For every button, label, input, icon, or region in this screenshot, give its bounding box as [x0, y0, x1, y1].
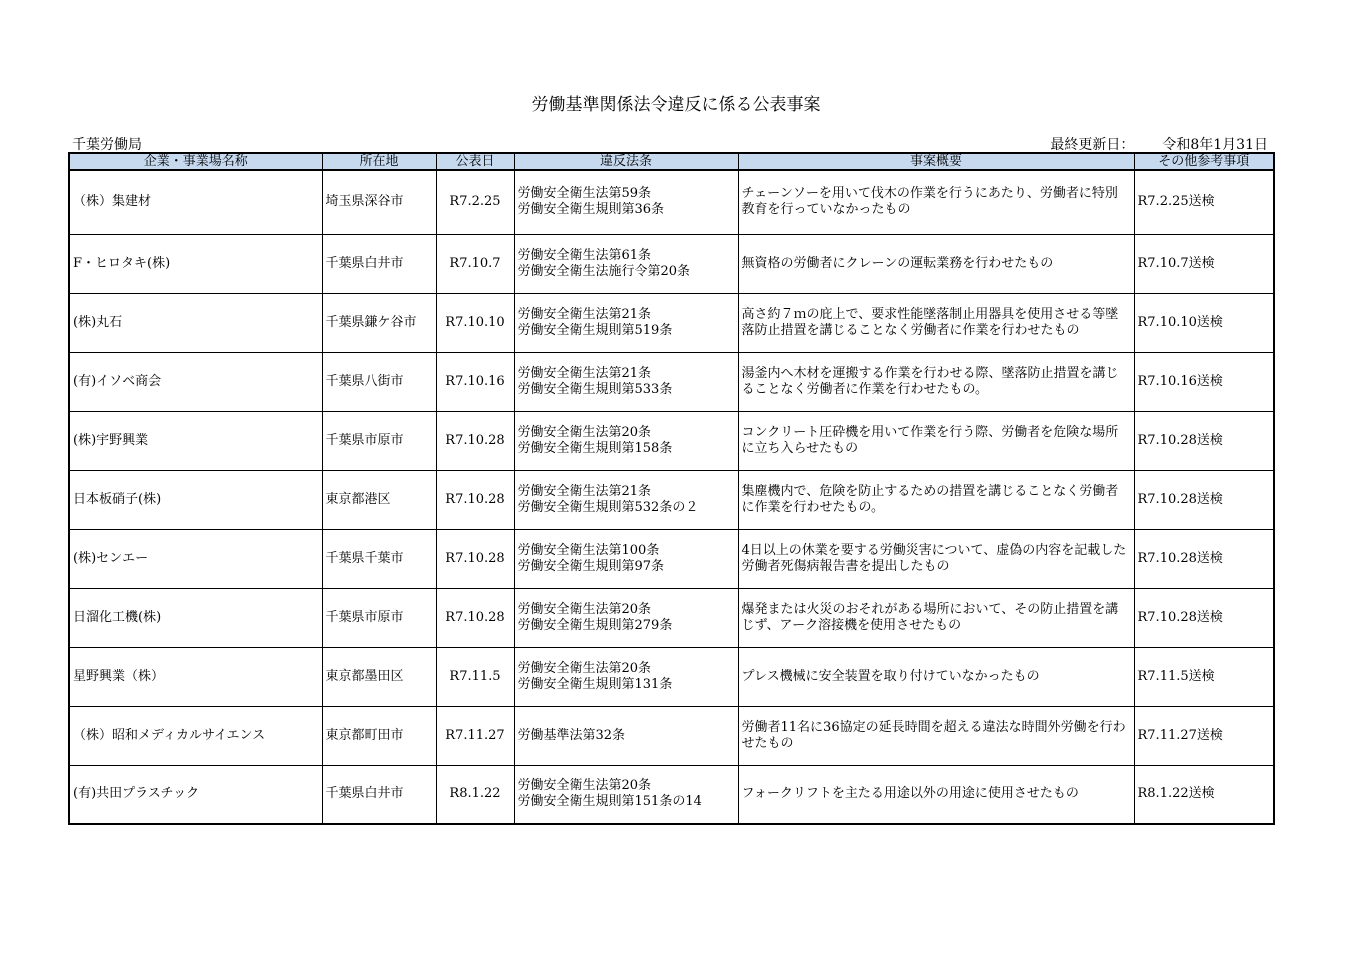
column-header-summary: 事案概要 — [738, 153, 1134, 170]
last-updated-date: 令和8年1月31日 — [1162, 137, 1268, 153]
law-cell — [514, 352, 738, 411]
location-cell: 埼玉県深谷市 — [322, 170, 436, 234]
law-line-2: 労働安全衛生規則第97条 — [517, 558, 665, 574]
last-updated-label: 最終更新日： — [1050, 137, 1135, 153]
law-line-1: 労働安全衛生法第61条 — [517, 247, 652, 263]
law-cell — [514, 470, 738, 529]
law-line-1: 労働安全衛生法第59条 — [517, 186, 652, 202]
location-cell: 東京都町田市 — [322, 706, 436, 765]
company-cell: F・ヒロタキ(株) — [69, 234, 322, 293]
reference-cell: R8.1.22送検 — [1134, 765, 1274, 824]
reference-cell: R7.10.28送検 — [1134, 588, 1274, 647]
table-header — [69, 153, 1274, 170]
table-row — [69, 293, 1274, 352]
summary-cell: コンクリート圧砕機を用いて作業を行う際、労働者を危険な場所に立ち入らせたもの — [738, 411, 1134, 470]
law-line-2: 労働安全衛生規則第519条 — [517, 322, 673, 338]
reference-cell: R7.10.16送検 — [1134, 352, 1274, 411]
company-cell: (有)共田プラスチック — [69, 765, 322, 824]
law-line-1: 労働安全衛生法第21条 — [517, 306, 652, 322]
law-line-2: 労働安全衛生法施行令第20条 — [517, 263, 691, 279]
law-line-2: 労働安全衛生規則第151条の14 — [517, 794, 702, 810]
page-title: 労働基準関係法令違反に係る公表事案 — [531, 95, 821, 115]
company-cell: （株）集建材 — [69, 170, 322, 234]
reference-cell: R7.11.5送検 — [1134, 647, 1274, 706]
company-cell: 日本板硝子(株) — [69, 470, 322, 529]
location-cell: 千葉県市原市 — [322, 588, 436, 647]
law-cell — [514, 706, 738, 765]
law-line-1: 労働安全衛生法第20条 — [517, 424, 652, 440]
publication-date-cell: R8.1.22 — [436, 765, 514, 824]
company-cell: (株)宇野興業 — [69, 411, 322, 470]
law-line-2: 労働安全衛生規則第532条の２ — [517, 499, 699, 515]
table-row — [69, 706, 1274, 765]
table-row — [69, 234, 1274, 293]
table-row — [69, 647, 1274, 706]
reference-cell: R7.10.28送検 — [1134, 529, 1274, 588]
summary-cell: 高さ約７ｍの庇上で、要求性能墜落制止用器具を使用させる等墜落防止措置を講じることなく労働者に作業を行わせたもの — [738, 293, 1134, 352]
law-cell — [514, 411, 738, 470]
location-cell: 千葉県鎌ケ谷市 — [322, 293, 436, 352]
publication-date-cell: R7.11.5 — [436, 647, 514, 706]
law-line-2: 労働安全衛生規則第36条 — [517, 202, 665, 218]
law-line-1: 労働安全衛生法第21条 — [517, 483, 652, 499]
summary-cell: 湯釜内へ木材を運搬する作業を行わせる際、墜落防止措置を講じることなく労働者に作業を行わせたもの。 — [738, 352, 1134, 411]
table-row — [69, 470, 1274, 529]
summary-cell: 集塵機内で、危険を防止するための措置を講じることなく労働者に作業を行わせたもの。 — [738, 470, 1134, 529]
reference-cell: R7.11.27送検 — [1134, 706, 1274, 765]
law-line-1: 労働安全衛生法第100条 — [517, 542, 660, 558]
location-cell: 千葉県市原市 — [322, 411, 436, 470]
location-cell: 千葉県白井市 — [322, 765, 436, 824]
summary-cell: 労働者11名に36協定の延長時間を超える違法な時間外労働を行わせたもの — [738, 706, 1134, 765]
column-header-date: 公表日 — [436, 153, 514, 170]
publication-date-cell: R7.10.10 — [436, 293, 514, 352]
law-line-1: 労働安全衛生法第20条 — [517, 601, 652, 617]
publication-date-cell: R7.10.16 — [436, 352, 514, 411]
publication-date-cell: R7.2.25 — [436, 170, 514, 234]
cases-table — [68, 152, 1275, 825]
publication-date-cell: R7.10.28 — [436, 470, 514, 529]
bureau-name: 千葉労働局 — [72, 137, 142, 153]
table-row — [69, 588, 1274, 647]
reference-cell: R7.10.10送検 — [1134, 293, 1274, 352]
column-header-location: 所在地 — [322, 153, 436, 170]
publication-date-cell: R7.10.28 — [436, 588, 514, 647]
law-cell — [514, 529, 738, 588]
company-cell: 星野興業（株） — [69, 647, 322, 706]
summary-cell: チェーンソーを用いて伐木の作業を行うにあたり、労働者に特別教育を行っていなかったもの — [738, 170, 1134, 234]
location-cell: 千葉県千葉市 — [322, 529, 436, 588]
publication-date-cell: R7.11.27 — [436, 706, 514, 765]
publication-date-cell: R7.10.28 — [436, 529, 514, 588]
table-row — [69, 765, 1274, 824]
law-line-2: 労働安全衛生規則第279条 — [517, 617, 673, 633]
summary-cell: 無資格の労働者にクレーンの運転業務を行わせたもの — [738, 234, 1134, 293]
law-line-2: 労働安全衛生規則第533条 — [517, 381, 673, 397]
summary-cell: 4日以上の休業を要する労働災害について、虚偽の内容を記載した労働者死傷病報告書を提出したもの — [738, 529, 1134, 588]
table-row — [69, 170, 1274, 234]
company-cell: (株)丸石 — [69, 293, 322, 352]
law-cell — [514, 293, 738, 352]
location-cell: 東京都墨田区 — [322, 647, 436, 706]
publication-date-cell: R7.10.28 — [436, 411, 514, 470]
law-cell — [514, 170, 738, 234]
company-cell: (有)イソベ商会 — [69, 352, 322, 411]
law-cell — [514, 234, 738, 293]
column-header-company: 企業・事業場名称 — [69, 153, 322, 170]
table-body — [69, 170, 1274, 824]
column-header-law: 違反法条 — [514, 153, 738, 170]
company-cell: (株)センエー — [69, 529, 322, 588]
company-cell: 日溜化工機(株) — [69, 588, 322, 647]
law-cell — [514, 588, 738, 647]
law-cell — [514, 765, 738, 824]
reference-cell: R7.10.7送検 — [1134, 234, 1274, 293]
location-cell: 千葉県八街市 — [322, 352, 436, 411]
table-row — [69, 529, 1274, 588]
law-line-1: 労働安全衛生法第20条 — [517, 778, 652, 794]
column-header-reference: その他参考事項 — [1134, 153, 1274, 170]
law-line-1: 労働基準法第32条 — [517, 727, 626, 743]
location-cell: 東京都港区 — [322, 470, 436, 529]
table-row — [69, 352, 1274, 411]
reference-cell: R7.10.28送検 — [1134, 411, 1274, 470]
law-line-1: 労働安全衛生法第21条 — [517, 365, 652, 381]
last-updated — [1050, 134, 1268, 154]
location-cell: 千葉県白井市 — [322, 234, 436, 293]
company-cell: （株）昭和メディカルサイエンス — [69, 706, 322, 765]
summary-cell: 爆発または火災のおそれがある場所において、その防止措置を講じず、アーク溶接機を使用させたもの — [738, 588, 1134, 647]
summary-cell: プレス機械に安全装置を取り付けていなかったもの — [738, 647, 1134, 706]
law-cell — [514, 647, 738, 706]
reference-cell: R7.2.25送検 — [1134, 170, 1274, 234]
law-line-1: 労働安全衛生法第20条 — [517, 660, 652, 676]
law-line-2: 労働安全衛生規則第131条 — [517, 676, 673, 692]
publication-date-cell: R7.10.7 — [436, 234, 514, 293]
law-line-2: 労働安全衛生規則第158条 — [517, 440, 673, 456]
reference-cell: R7.10.28送検 — [1134, 470, 1274, 529]
table-row — [69, 411, 1274, 470]
summary-cell: フォークリフトを主たる用途以外の用途に使用させたもの — [738, 765, 1134, 824]
